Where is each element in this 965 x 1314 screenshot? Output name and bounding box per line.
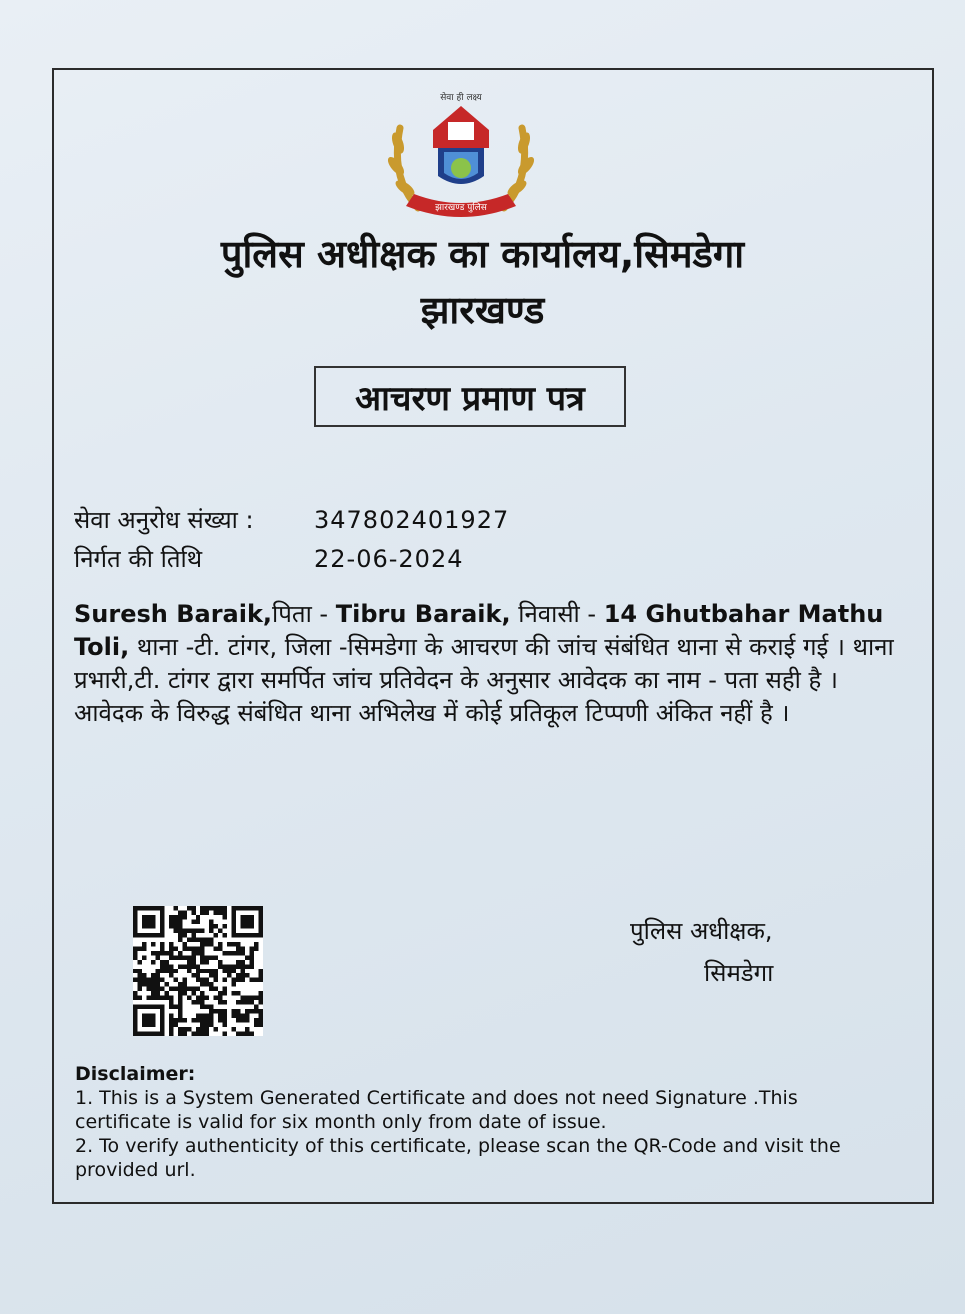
disclaimer <box>75 1062 875 1182</box>
request-number-value: 347802401927 <box>314 506 510 534</box>
disclaimer-item-2: 2. To verify authenticity of this certificate, please scan the QR-Code and visit the provided url. <box>75 1135 841 1181</box>
disclaimer-item-1: 1. This is a System Generated Certificate and does not need Signature .This certificate is valid for six month only from date of issue. <box>75 1087 798 1133</box>
request-number-label: सेवा अनुरोध संख्या : <box>74 506 254 534</box>
certificate-statement: थाना -टी. टांगर, जिला -सिमडेगा के आचरण की जांच संबंधित थाना से कराई गई । थाना प्रभारी,टी. टांगर द्वारा समर्पित जांच प्रतिवेदन के अनुसार आवेदक का नाम - पता सही है । आवेदक के विरुद्ध संबंधित थाना अभिलेख में कोई प्रतिकूल टिप्पणी अंकित नहीं है । <box>74 633 894 727</box>
jharkhand-police-emblem <box>378 88 544 230</box>
issue-date-row <box>74 543 463 575</box>
issue-date-value: 22-06-2024 <box>314 545 464 573</box>
signatory-title: पुलिस अधीक्षक, <box>630 917 773 945</box>
certificate-title: आचरण प्रमाण पत्र <box>314 366 626 427</box>
verification-qr-code[interactable] <box>133 906 263 1036</box>
request-number-row <box>74 504 509 536</box>
resident-label: निवासी - <box>510 600 604 628</box>
applicant-name: Suresh Baraik, <box>74 600 273 628</box>
father-label: पिता - <box>272 600 336 628</box>
certificate-body <box>74 598 914 730</box>
office-title-line2: झारखण्ड <box>420 288 545 332</box>
signatory-location: सिमडेगा <box>704 959 774 987</box>
svg-text:झारखण्ड पुलिस: झारखण्ड पुलिस <box>435 203 487 213</box>
svg-text:सेवा ही लक्ष्य: सेवा ही लक्ष्य <box>440 93 482 103</box>
disclaimer-heading: Disclaimer: <box>75 1063 196 1085</box>
office-title <box>60 226 905 338</box>
issue-date-label: निर्गत की तिथि <box>74 545 203 573</box>
applicant-address: 14 Ghutbahar Mathu Toli, <box>74 600 884 661</box>
office-title-line1: पुलिस अधीक्षक का कार्यालय,सिमडेगा <box>220 232 745 276</box>
father-name: Tibru Baraik, <box>335 600 511 628</box>
signatory-block <box>630 910 773 994</box>
